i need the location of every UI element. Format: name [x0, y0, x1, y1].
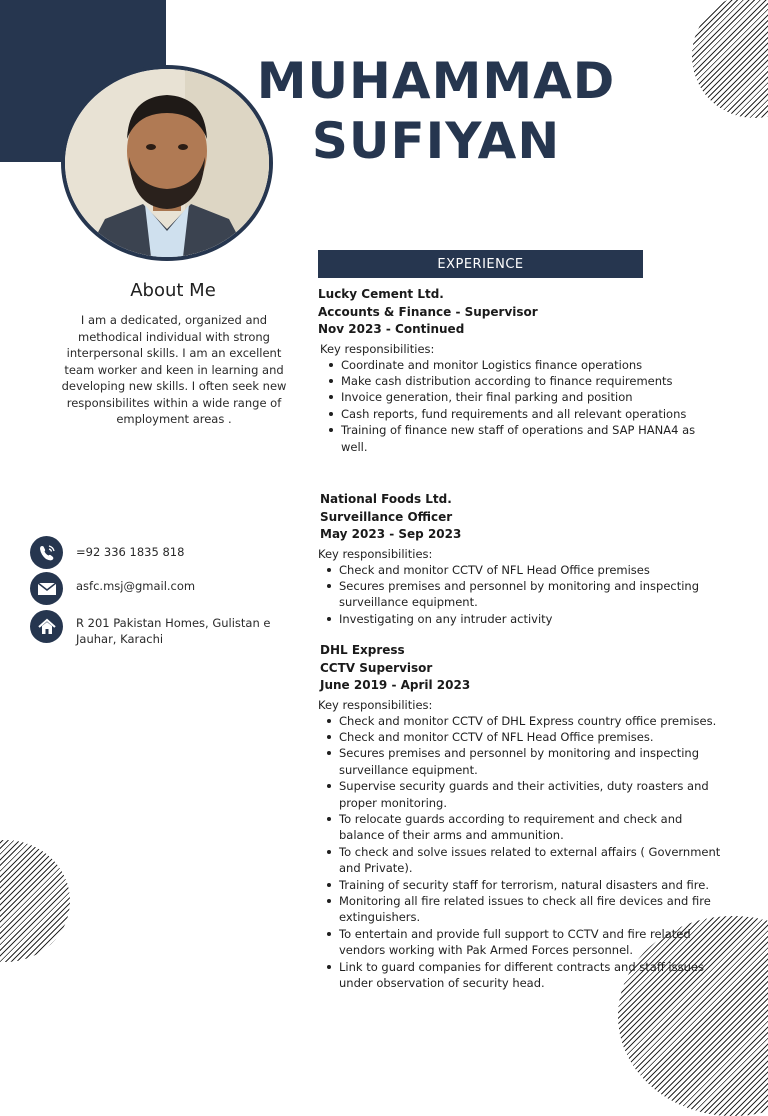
list-item: Check and monitor CCTV of NFL Head Office premises [339, 562, 731, 578]
job-company: DHL Express [320, 643, 405, 657]
list-item: Invoice generation, their final parking and position [341, 389, 707, 405]
email-address: asfc.msj@gmail.com [76, 579, 196, 593]
job-period: May 2023 - Sep 2023 [320, 527, 462, 541]
last-name: SUFIYAN [311, 112, 561, 170]
responsibility-list [320, 562, 731, 628]
list-item: Secures premises and personnel by monitoring and inspecting surveillance equipment. [339, 578, 731, 611]
experience-section-title: EXPERIENCE [318, 250, 643, 278]
job-entry [320, 491, 740, 627]
job-company: Lucky Cement Ltd. [318, 287, 444, 301]
list-item: Check and monitor CCTV of DHL Express country office premises. [339, 713, 731, 729]
job-entry [318, 286, 738, 455]
job-title: CCTV Supervisor [320, 660, 433, 675]
list-item: Secures premises and personnel by monitoring and inspecting surveillance equipment. [339, 745, 731, 778]
about-title: About Me [130, 280, 216, 301]
job-title: Surveillance Officer [320, 509, 453, 524]
job-period: June 2019 - April 2023 [320, 678, 471, 692]
first-name: MUHAMMAD [256, 52, 616, 110]
list-item: Monitoring all fire related issues to check all fire devices and fire extinguishers. [339, 893, 731, 926]
address: R 201 Pakistan Homes, Gulistan e Jauhar, Karachi [76, 616, 271, 646]
list-item: Link to guard companies for different contracts and staff issues under observation of security head. [339, 959, 731, 992]
list-item: To entertain and provide full support to CCTV and fire related vendors working with Pak Armed Forces personnel. [339, 926, 731, 959]
striped-circle-decoration [0, 840, 70, 962]
key-responsibilities-label: Key responsibilities: [318, 546, 433, 561]
list-item: Cash reports, fund requirements and all relevant operations [341, 406, 707, 422]
list-item: Supervise security guards and their activities, duty roasters and proper monitoring. [339, 778, 731, 811]
envelope-icon [30, 572, 63, 605]
list-item: Investigating on any intruder activity [339, 611, 731, 627]
striped-circle-decoration [692, 0, 768, 118]
job-entry [320, 642, 740, 991]
list-item: To relocate guards according to requirement and check and balance of their arms and ammunition. [339, 811, 731, 844]
phone-number: =92 336 1835 818 [76, 545, 185, 559]
list-item: To check and solve issues related to external affairs ( Government and Private). [339, 844, 731, 877]
list-item: Training of finance new staff of operations and SAP HANA4 as well. [341, 422, 707, 455]
list-item: Check and monitor CCTV of NFL Head Office premises. [339, 729, 731, 745]
list-item: Coordinate and monitor Logistics finance operations [341, 357, 707, 373]
phone-icon [30, 536, 63, 569]
list-item: Training of security staff for terrorism, natural disasters and fire. [339, 877, 731, 893]
key-responsibilities-label: Key responsibilities: [318, 697, 433, 712]
home-icon [30, 610, 63, 643]
list-item: Make cash distribution according to finance requirements [341, 373, 707, 389]
job-company: National Foods Ltd. [320, 492, 452, 506]
responsibility-list [318, 357, 707, 455]
responsibility-list [320, 713, 731, 992]
job-title: Accounts & Finance - Supervisor [318, 304, 538, 319]
about-text: I am a dedicated, organized and methodical individual with strong interpersonal skills. I am an excellent team worker and keen in learning and developing new skills. I often seek new responsibilites within a wide range of employment areas . [61, 313, 287, 426]
key-responsibilities-label: Key responsibilities: [320, 341, 435, 356]
job-period: Nov 2023 - Continued [318, 322, 465, 336]
